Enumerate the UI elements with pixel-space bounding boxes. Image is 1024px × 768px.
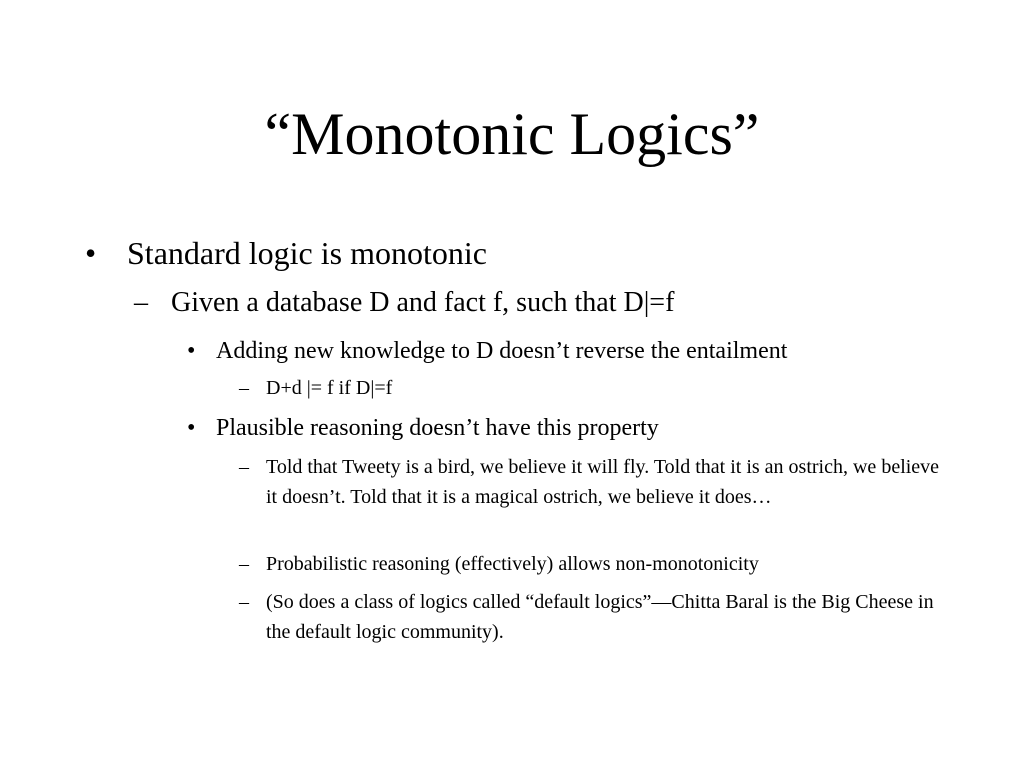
bullet-level-4 bbox=[239, 373, 959, 403]
bullet-dot-icon: • bbox=[187, 415, 196, 441]
bullet-text: Probabilistic reasoning (effectively) allows non-monotonicity bbox=[266, 553, 759, 575]
bullet-level-3 bbox=[187, 412, 659, 444]
bullet-level-3 bbox=[187, 335, 787, 367]
bullet-dot-icon: • bbox=[187, 338, 196, 364]
bullet-level-2 bbox=[134, 285, 674, 321]
bullet-text: Plausible reasoning doesn’t have this property bbox=[216, 415, 659, 441]
bullet-level-4 bbox=[239, 549, 959, 579]
bullet-level-1 bbox=[85, 232, 487, 274]
bullet-dash-icon: – bbox=[239, 591, 249, 613]
bullet-dash-icon: – bbox=[239, 456, 249, 478]
bullet-text: Adding new knowledge to D doesn’t reverse the entailment bbox=[216, 338, 788, 364]
bullet-text: D+d |= f if D|=f bbox=[266, 377, 393, 399]
bullet-level-4 bbox=[239, 452, 959, 512]
bullet-level-4 bbox=[239, 587, 959, 647]
slide-title: “Monotonic Logics” bbox=[264, 101, 760, 167]
bullet-text: Standard logic is monotonic bbox=[127, 235, 487, 271]
bullet-text: Told that Tweety is a bird, we believe it will fly. Told that it is an ostrich, we believe it doesn’t. Told that it is a magical ostrich, we believe it does… bbox=[266, 456, 940, 508]
bullet-dash-icon: – bbox=[239, 553, 249, 575]
bullet-text: Given a database D and fact f, such that D|=f bbox=[171, 287, 675, 318]
bullet-dash-icon: – bbox=[134, 287, 148, 318]
bullet-text: (So does a class of logics called “default logics”—Chitta Baral is the Big Cheese in the default logic community). bbox=[266, 591, 934, 643]
bullet-dot-icon: • bbox=[85, 235, 97, 271]
bullet-dash-icon: – bbox=[239, 377, 249, 399]
